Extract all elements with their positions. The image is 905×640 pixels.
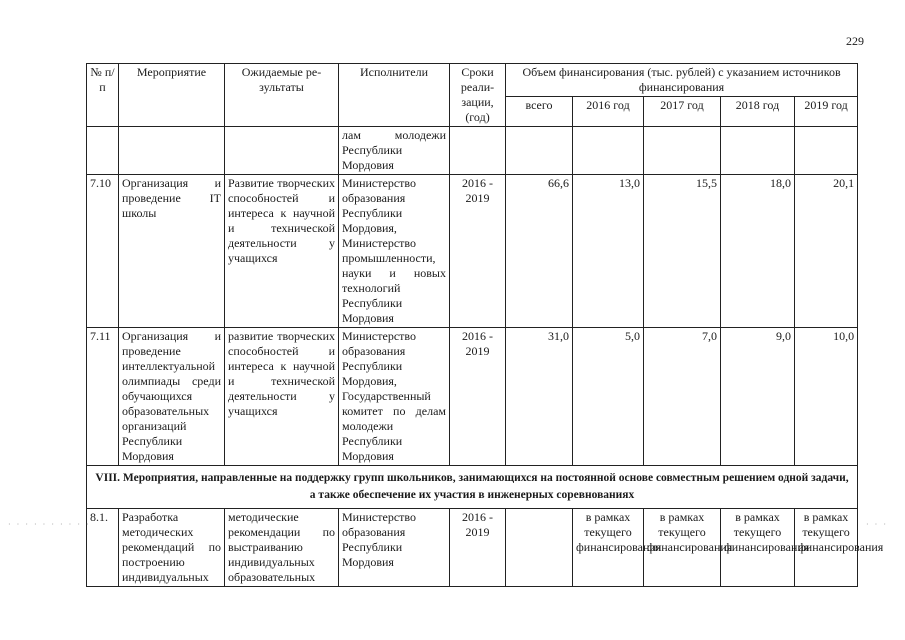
section-row bbox=[87, 466, 858, 509]
table-row bbox=[87, 175, 858, 328]
cell-2018: 18,0 bbox=[721, 175, 795, 328]
cell-2017: в рамках текущего финансирования bbox=[644, 509, 721, 587]
cell-num: 7.10 bbox=[87, 175, 119, 328]
header-num: № п/п bbox=[87, 64, 119, 127]
header-event: Мероприятие bbox=[119, 64, 225, 127]
section-title: VIII. Мероприятия, направленные на поддержку групп школьников, занимающихся на постоянной основе совместным решением одной задачи, а также обеспечение их участия в инженерных соревнованиях bbox=[87, 466, 858, 509]
cell-num: 8.1. bbox=[87, 509, 119, 587]
cell-2019: в рамках текущего финансирования bbox=[795, 509, 858, 587]
header-funding: Объем финансирования (тыс. рублей) с указанием источников финансирования bbox=[506, 64, 858, 97]
header-total: всего bbox=[506, 97, 573, 127]
header-2017: 2017 год bbox=[644, 97, 721, 127]
header-2019: 2019 год bbox=[795, 97, 858, 127]
cell-2018: 9,0 bbox=[721, 328, 795, 466]
cell-2017: 7,0 bbox=[644, 328, 721, 466]
cell-total bbox=[506, 127, 573, 175]
cell-event: Организация и проведение интеллектуальной олимпиады среди обучающихся образовательных организаций Республики Мордовия bbox=[119, 328, 225, 466]
cell-2016: 13,0 bbox=[573, 175, 644, 328]
header-2016: 2016 год bbox=[573, 97, 644, 127]
funding-table bbox=[86, 63, 884, 587]
cell-results: методические рекомендации по выстраиванию индивидуальных образовательных bbox=[225, 509, 339, 587]
table-row bbox=[87, 328, 858, 466]
cell-terms: 2016 - 2019 bbox=[450, 175, 506, 328]
cell-results bbox=[225, 127, 339, 175]
cell-total: 31,0 bbox=[506, 328, 573, 466]
cell-total: 66,6 bbox=[506, 175, 573, 328]
table-row bbox=[87, 127, 858, 175]
cell-2018: в рамках текущего финансирования bbox=[721, 509, 795, 587]
cell-executors: лам молодежи Республики Мордовия bbox=[339, 127, 450, 175]
header-row-1 bbox=[87, 64, 858, 97]
cell-num: 7.11 bbox=[87, 328, 119, 466]
cell-2018 bbox=[721, 127, 795, 175]
header-results: Ожидаемые ре-зультаты bbox=[225, 64, 339, 127]
cell-total bbox=[506, 509, 573, 587]
table-row bbox=[87, 509, 858, 587]
cell-2019: 20,1 bbox=[795, 175, 858, 328]
cell-results: Развитие творческих способностей и интереса к научной и технической деятельности у учащихся bbox=[225, 175, 339, 328]
cell-terms: 2016 - 2019 bbox=[450, 328, 506, 466]
cell-2016: в рамках текущего финансирования bbox=[573, 509, 644, 587]
cell-executors: Министерство образования Республики Мордовия, Государственный комитет по делам молодежи Республики Мордовия bbox=[339, 328, 450, 466]
cell-num bbox=[87, 127, 119, 175]
cell-terms bbox=[450, 127, 506, 175]
scan-artifact-left: · · · · · · · · · · bbox=[8, 520, 91, 529]
cell-results: развитие творческих способностей и интереса к научной и технической деятельности у учащихся bbox=[225, 328, 339, 466]
cell-2016: 5,0 bbox=[573, 328, 644, 466]
cell-executors: Министерство образования Республики Мордовия, Министерство промышленности, науки и новых технологий Республики Мордовия bbox=[339, 175, 450, 328]
cell-event: Разработка методических рекомендаций по построению индивидуальных bbox=[119, 509, 225, 587]
page-number: 229 bbox=[846, 34, 864, 48]
scan-artifact-right: · · · bbox=[866, 520, 888, 529]
cell-2016 bbox=[573, 127, 644, 175]
cell-event bbox=[119, 127, 225, 175]
cell-terms: 2016 - 2019 bbox=[450, 509, 506, 587]
header-executors: Исполнители bbox=[339, 64, 450, 127]
cell-2019 bbox=[795, 127, 858, 175]
cell-executors: Министерство образования Республики Мордовия bbox=[339, 509, 450, 587]
cell-2017: 15,5 bbox=[644, 175, 721, 328]
cell-2019: 10,0 bbox=[795, 328, 858, 466]
header-2018: 2018 год bbox=[721, 97, 795, 127]
cell-2017 bbox=[644, 127, 721, 175]
header-terms: Сроки реали-зации, (год) bbox=[450, 64, 506, 127]
cell-event: Организация и проведение IT школы bbox=[119, 175, 225, 328]
